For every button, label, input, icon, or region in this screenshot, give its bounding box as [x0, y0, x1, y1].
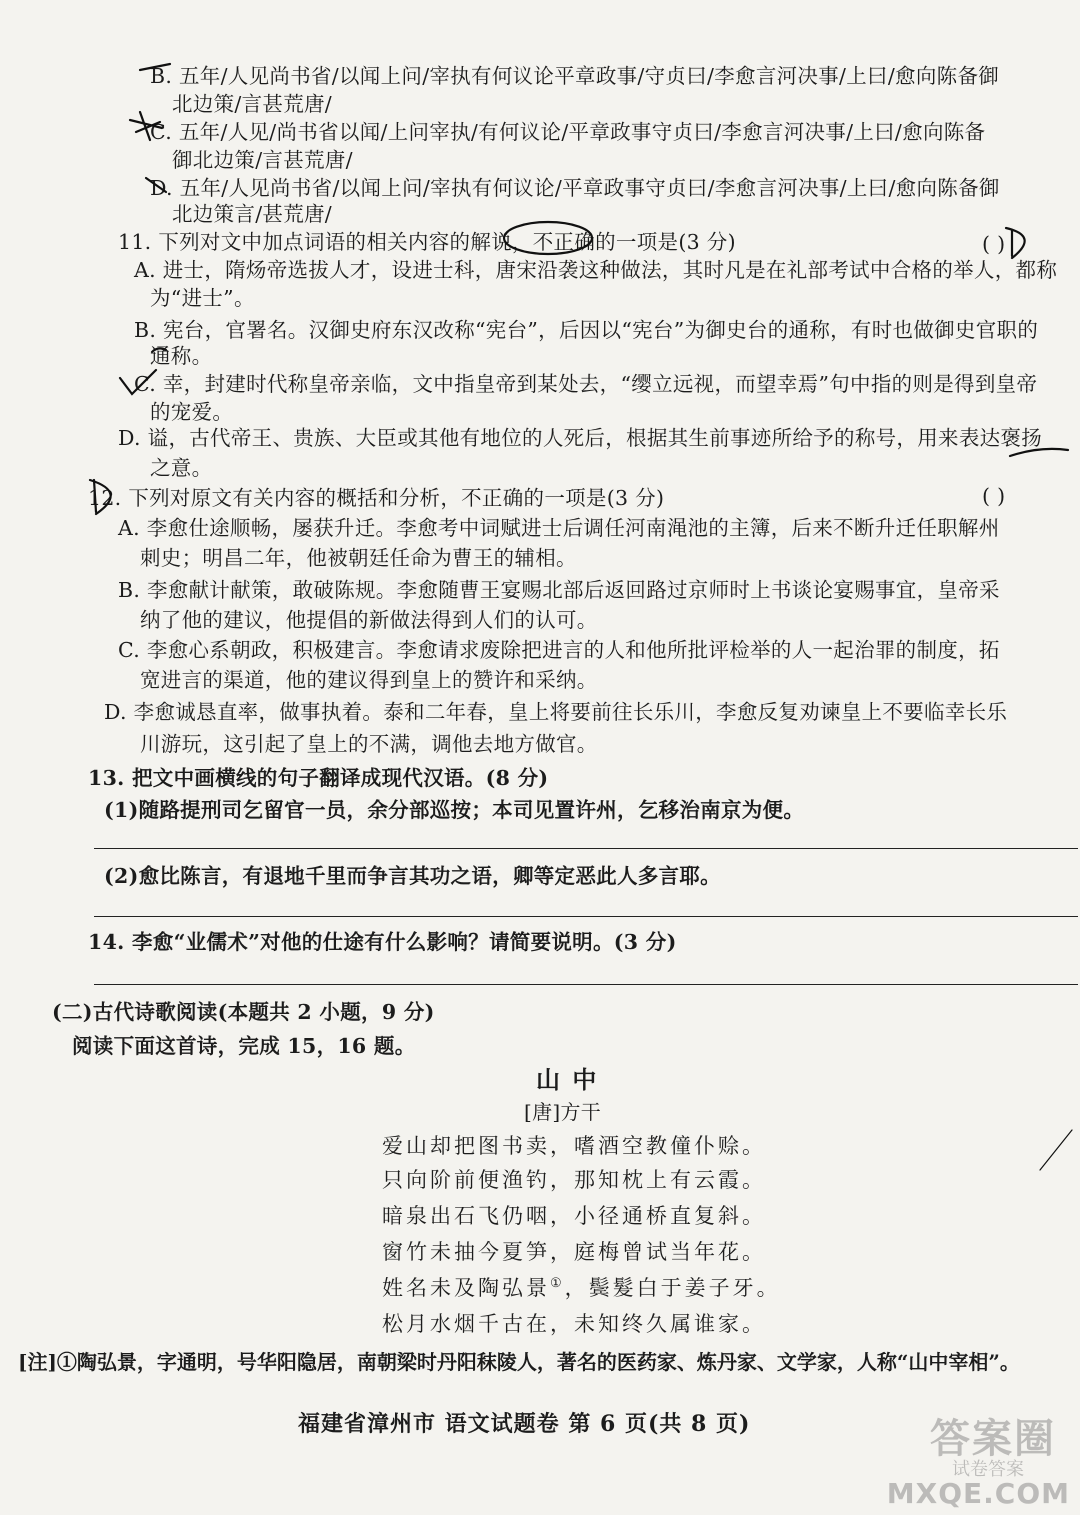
watermark-url: MXQE.COM [886, 1477, 1070, 1510]
q10-option-c-line2: 御北边策/言甚荒唐/ [172, 148, 353, 172]
q11-answer-bracket: ( ) [982, 232, 1006, 256]
page-footer: 福建省漳州市 语文试题卷 第 6 页(共 8 页) [298, 1411, 751, 1437]
poem-line-5-part2: ，鬓髮白于姜子牙。 [564, 1276, 781, 1300]
q11-option-a-line1: A. 进士，隋炀帝选拔人才，设进士科，唐宋沿袭这种做法，其时凡是在礼部考试中合格的举人，都称 [134, 258, 1058, 282]
q12-option-c-line2: 宽进言的渠道，他的建议得到皇上的赞许和采纳。 [140, 668, 598, 692]
q10-option-c-line1: C. 五年/人见/尚书省以闻/上问宰执/有何议论/平章政事守贞曰/李愈言河决事/上曰/愈向陈备 [150, 120, 986, 144]
q10-option-b-line1: B. 五年/人见尚书省/以闻上问/宰执有何议论平章政事/守贞曰/李愈言河决事/上曰/愈向陈备御 [150, 64, 1000, 88]
q13-sentence-2: (2)愈比陈言，有退地千里而争言其功之语，卿等定恶此人多言耶。 [104, 864, 721, 888]
q14-stem: 14. 李愈“业儒术”对他的仕途有什么影响？请简要说明。(3 分) [88, 930, 677, 954]
q12-stem: 12. 下列对原文有关内容的概括和分析，不正确的一项是(3 分) [88, 486, 665, 510]
q12-option-a-line2: 刺史；明昌二年，他被朝廷任命为曹王的辅相。 [140, 546, 577, 570]
q11-option-b-line1: B. 宪台，官署名。汉御史府东汉改称“宪台”，后因以“宪台”为御史台的通称，有时也做御史官职的 [134, 318, 1039, 342]
poem-author: [唐]方干 [524, 1100, 602, 1124]
q11-option-d-line1: D. 谥，古代帝王、贵族、大臣或其他有地位的人死后，根据其生前事迹所给予的称号，用来表达褒扬 [118, 426, 1043, 450]
q13-sentence-1: (1)随路提刑司乞留官一员，余分部巡按；本司见置许州，乞移治南京为便。 [104, 798, 805, 822]
q11-stem: 11. 下列对文中加点词语的相关内容的解说，不正确的一项是(3 分) [118, 230, 736, 254]
poem-line-4: 窗竹未抽今夏笋，庭梅曾试当年花。 [382, 1240, 766, 1264]
poem-line-6: 松月水烟千古在，未知终久属谁家。 [382, 1312, 766, 1336]
watermark-subtitle: 试卷答案 [952, 1459, 1024, 1480]
q10-option-d-line2: 北边策言/甚荒唐/ [172, 202, 333, 226]
q12-option-d-line2: 川游玩，这引起了皇上的不满，调他去地方做官。 [140, 732, 598, 756]
watermark-title: 答案圈 [930, 1416, 1056, 1462]
q11-option-c-line2: 的宠爱。 [150, 400, 234, 424]
q13-answer-line-1 [94, 848, 1078, 849]
stray-pen-stroke [1040, 1130, 1072, 1170]
q11-option-a-line2: 为“进士”。 [150, 286, 255, 310]
poem-footnote: [注]①陶弘景，字通明，号华阳隐居，南朝梁时丹阳秣陵人，著名的医药家、炼丹家、文学家，人称“山中宰相”。 [18, 1350, 1020, 1374]
q12-option-a-line1: A. 李愈仕途顺畅，屡获升迁。李愈考中词赋进士后调任河南渑池的主簿，后来不断升迁任职解州 [118, 516, 1000, 540]
q12-option-b-line2: 纳了他的建议，他提倡的新做法得到人们的认可。 [140, 608, 598, 632]
q14-answer-line [94, 984, 1078, 985]
poem-line-1: 爱山却把图书卖，嗜酒空教僮仆赊。 [382, 1134, 766, 1158]
watermark [874, 1403, 1074, 1513]
poem-line-3: 暗泉出石飞仍咽，小径通桥直复斜。 [382, 1204, 766, 1228]
q12-answer-bracket: ( ) [982, 484, 1006, 508]
q12-option-b-line1: B. 李愈献计献策，敢破陈规。李愈随曹王宴赐北部后返回路过京师时上书谈论宴赐事宜，皇帝采 [118, 578, 1000, 602]
q10-option-d-line1: D. 五年/人见尚书省/以闻上问/宰执有何议论/平章政事守贞曰/李愈言河决事/上曰/愈向陈备御 [150, 176, 1000, 200]
q11-option-c-line1: C. 幸，封建时代称皇帝亲临，文中指皇帝到某处去，“缨立远视，而望幸焉”句中指的则是得到皇帝 [134, 372, 1038, 396]
q10-option-b-line2: 北边策/言甚荒唐/ [172, 92, 333, 116]
poem-line-5 [382, 1272, 781, 1302]
q11-option-b-line2: 通称。 [150, 344, 213, 368]
q13-stem: 13. 把文中画横线的句子翻译成现代汉语。(8 分) [88, 766, 549, 790]
poem-line-5-part1: 姓名未及陶弘景 [382, 1276, 550, 1300]
poem-title: 山 中 [536, 1065, 599, 1094]
section-instruction: 阅读下面这首诗，完成 15，16 题。 [72, 1034, 416, 1058]
q12-option-c-line1: C. 李愈心系朝政，积极建言。李愈请求废除把进言的人和他所批评检举的人一起治罪的制度，拓 [118, 638, 1000, 662]
q12-option-d-line1: D. 李愈诚恳直率，做事执着。泰和二年春，皇上将要前往长乐川，李愈反复劝谏皇上不要临幸长乐 [104, 700, 1008, 724]
section-heading-poetry: (二)古代诗歌阅读(本题共 2 小题，9 分) [52, 1000, 435, 1024]
q13-answer-line-2 [94, 916, 1078, 917]
footnote-marker: ① [550, 1276, 565, 1291]
poem-line-2: 只向阶前便渔钓，那知枕上有云霞。 [382, 1168, 766, 1192]
q11-option-d-line2: 之意。 [150, 456, 213, 480]
